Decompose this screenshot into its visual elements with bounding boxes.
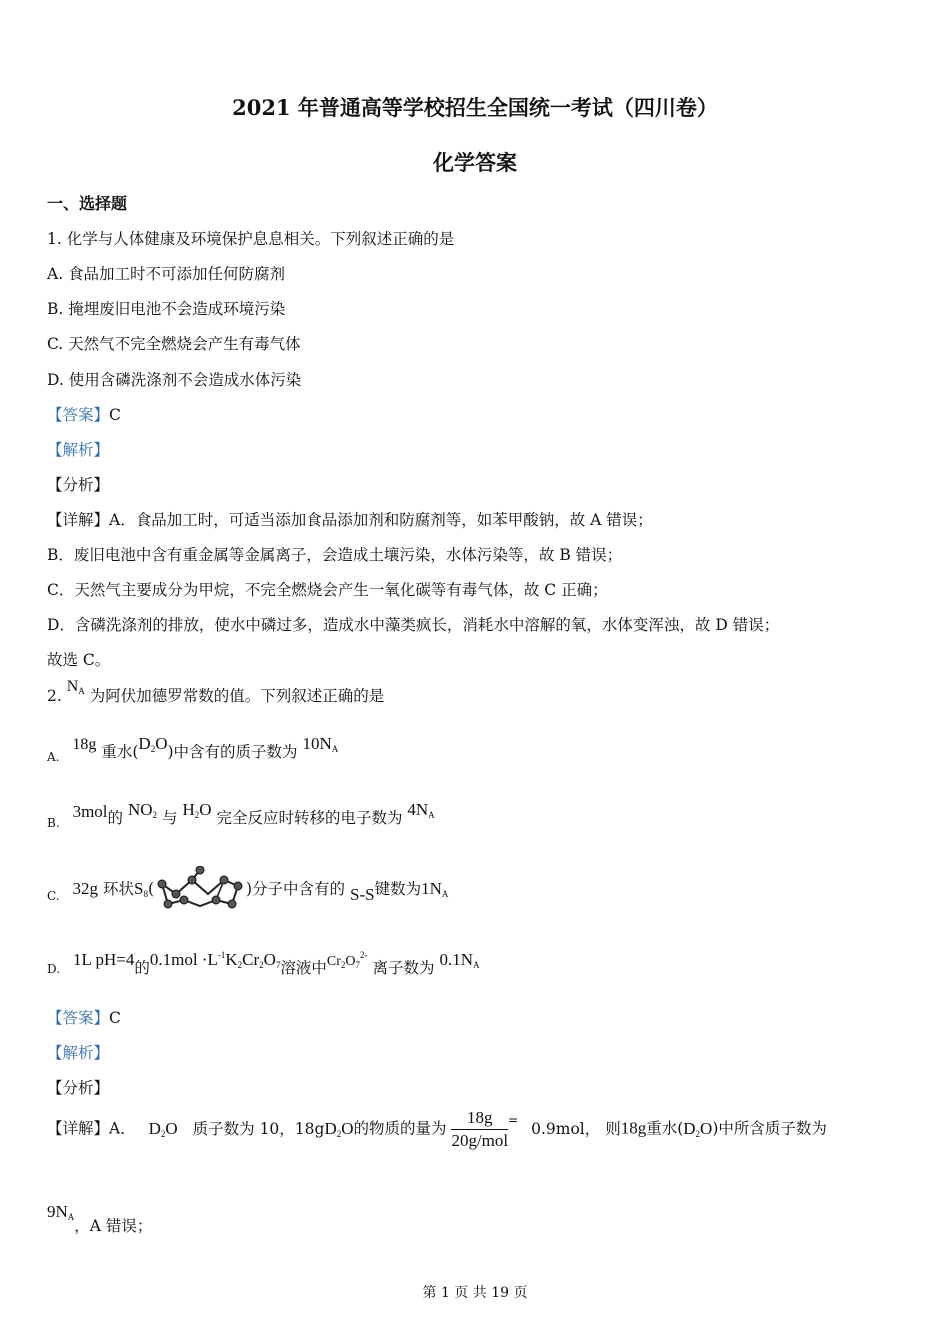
detail-text: 的物质的量为 [353, 1119, 447, 1138]
value-sub: A [441, 889, 449, 899]
formula-d2o [149, 1119, 178, 1138]
q1-option-c: C. 天然气不完全燃烧会产生有毒气体 [47, 335, 301, 353]
q1-detail-line: C．天然气主要成分为甲烷，不完全燃烧会产生一氧化碳等有毒气体，故 C 正确； [47, 581, 608, 599]
formula-sub: 7 [355, 960, 361, 970]
page-subtitle: 化学答案 [433, 150, 517, 175]
q2-number: 2. [47, 687, 62, 705]
section-heading: 一、选择题 [47, 194, 128, 213]
formula-sub: 2 [695, 1128, 701, 1139]
formula-sub: 2 [152, 810, 158, 820]
formula-sub: 2 [150, 744, 156, 754]
value-sub: A [67, 1212, 75, 1222]
formula-sub: 8 [143, 889, 148, 899]
answer-value [47, 1202, 74, 1221]
na-letter: N [66, 678, 79, 695]
formula-part: O [263, 950, 276, 969]
option-text: 环状 [102, 880, 134, 898]
conc-main: 0.1mol ·L [149, 950, 218, 969]
formula-d2o [138, 734, 167, 753]
formula-sub: 7 [275, 960, 281, 970]
detail-text: 0.9mol， 则 [531, 1119, 621, 1138]
option-text: )中含有的质子数为 [167, 743, 298, 761]
mass-value: 18g [72, 736, 97, 753]
formula-part: D [148, 1118, 161, 1138]
formula-part: O [155, 734, 168, 753]
answer-label: 【答案】 [47, 406, 110, 424]
q1-detail-line: D．含磷洗涤剂的排放，使水中磷过多，造成水中藻类疯长，消耗水中溶解的氧，水体变浑浊，故 D 错误； [47, 616, 780, 634]
formula-sub: 2 [194, 810, 200, 820]
q1-answer [47, 403, 121, 425]
q2-option-c [47, 866, 448, 914]
value-main: 1N [421, 879, 442, 898]
detail-text: 质子数为 10，18g [192, 1119, 325, 1138]
molar-fraction [451, 1108, 508, 1151]
formula-part: O [165, 1118, 178, 1138]
detail-text: 重水( [646, 1119, 684, 1138]
option-text: 的 [134, 959, 150, 977]
formula-part: O [700, 1118, 713, 1138]
q2-answer [47, 1006, 121, 1028]
q1-detail-line: 【详解】A．食品加工时，可适当添加食品添加剂和防腐剂等，如苯甲酸钠，故 A 错误； [47, 511, 653, 529]
option-text: 完全反应时转移的电子数为 [216, 809, 403, 827]
formula-part: Cr [242, 950, 260, 969]
page-title: 2021 年普通高等学校招生全国统一考试（四川卷） [232, 95, 718, 120]
option-text: 与 [161, 809, 178, 827]
formula-part: H [182, 800, 195, 819]
q2-option-a [47, 734, 339, 764]
page-footer: 第 1 页 共 19 页 [422, 1285, 528, 1301]
q1-option-d: D. 使用含磷洗涤剂不会造成水体污染 [47, 371, 302, 389]
formula-part: Cr [326, 954, 341, 969]
q1-option-a: A. 食品加工时不可添加任何防腐剂 [47, 265, 286, 283]
q1-analysis-label: 【解析】 [47, 441, 110, 459]
value-main: 10N [302, 734, 332, 753]
detail-text: )中所含质子数为 [712, 1119, 827, 1138]
formula-part: O [341, 1118, 354, 1138]
option-text: 溶液中 [280, 959, 327, 977]
q1-detail-line: 故选 C。 [47, 651, 111, 669]
volume-ph: 1L pH=4 [72, 950, 135, 969]
value-main: 4N [407, 800, 429, 819]
ion-formula [326, 950, 368, 970]
equals-sign: = [508, 1112, 519, 1127]
concentration [150, 950, 281, 969]
detail-text: ，A 错误； [74, 1217, 153, 1235]
answer-value: C [109, 406, 121, 424]
conc-sup: -1 [217, 950, 226, 960]
formula-part: K [225, 950, 238, 969]
formula-part: O [199, 800, 212, 819]
value-sub: A [331, 744, 339, 754]
formula-sub: 2 [237, 960, 243, 970]
option-text: ( [147, 880, 154, 898]
q1-option-b: B. 掩埋废旧电池不会造成环境污染 [47, 300, 286, 318]
formula-part: NO [127, 800, 153, 819]
value-main: 0.1N [439, 950, 473, 969]
answer-value [407, 800, 434, 819]
answer-value [302, 734, 338, 753]
na-sub: A [78, 686, 85, 696]
ion-charge: 2- [360, 950, 368, 960]
fraction-denominator: 20g/mol [451, 1131, 509, 1150]
mass-value: 32g [72, 879, 99, 898]
formula-sub: 2 [160, 1128, 166, 1139]
formula-s8 [134, 879, 148, 898]
bond-label: S-S [350, 885, 375, 904]
q2-stem-text: 为阿伏加德罗常数的值。下列叙述正确的是 [89, 687, 385, 705]
answer-value: C [109, 1009, 121, 1027]
value-main: 9N [47, 1202, 68, 1221]
option-label: D. [47, 962, 61, 976]
q2-detail-line [47, 1108, 827, 1151]
q2-stem [47, 678, 385, 706]
formula-d2o [683, 1119, 712, 1138]
q1-stem: 1. 化学与人体健康及环境保护息息相关。下列叙述正确的是 [47, 230, 455, 248]
q2-analysis-label: 【解析】 [47, 1044, 110, 1062]
option-label: C. [47, 889, 60, 903]
fraction-numerator: 18g [451, 1108, 508, 1130]
formula-part: S [133, 879, 144, 898]
mass-value: 18g [620, 1118, 647, 1138]
option-text: 的 [107, 809, 124, 827]
answer-value [439, 950, 479, 969]
formula-part: D [138, 734, 151, 753]
value-sub: A [472, 960, 480, 970]
formula-sub: 2 [336, 1128, 342, 1139]
formula-no2 [128, 800, 157, 819]
option-text: 离子数为 [372, 959, 435, 977]
formula-d2o [324, 1119, 353, 1138]
s8-ring-molecule-icon [154, 866, 246, 914]
option-label: B. [47, 816, 60, 830]
q2-detail-line [47, 1202, 153, 1235]
mol-value: 3mol [72, 802, 108, 821]
formula-part: D [324, 1118, 337, 1138]
q1-detail-line: B．废旧电池中含有重金属等金属离子，会造成土壤污染，水体污染等，故 B 错误； [47, 546, 623, 564]
formula-part: D [683, 1118, 696, 1138]
detail-label: 【详解】A． [47, 1119, 136, 1138]
answer-value [421, 879, 448, 898]
option-text: 键数为 [374, 880, 422, 898]
option-text: 重水( [101, 743, 139, 761]
q2-option-b [47, 800, 435, 830]
answer-label: 【答案】 [47, 1009, 110, 1027]
q2-option-d [47, 948, 480, 977]
formula-h2o [182, 800, 211, 819]
formula-sub: 2 [259, 960, 264, 970]
option-label: A. [47, 750, 60, 764]
value-sub: A [428, 810, 435, 820]
option-text: )分子中含有的 [246, 880, 346, 898]
q1-fenxi-label: 【分析】 [47, 476, 110, 494]
formula-part: O [345, 954, 356, 969]
q2-fenxi-label: 【分析】 [47, 1079, 110, 1097]
formula-sub: 2 [340, 960, 346, 970]
na-symbol [67, 678, 85, 695]
